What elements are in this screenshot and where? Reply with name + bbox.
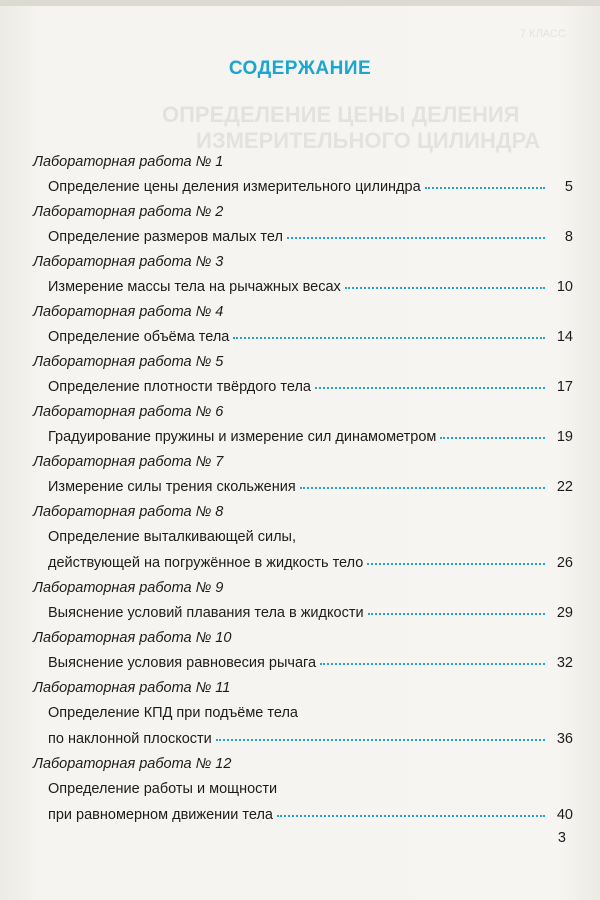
toc-item bbox=[33, 300, 573, 350]
table-of-contents bbox=[33, 150, 573, 828]
page-title: СОДЕРЖАНИЕ bbox=[228, 58, 372, 79]
show-through-corner: 7 КЛАСС bbox=[520, 28, 566, 40]
dot-leader bbox=[216, 739, 545, 741]
entry-title: Измерение массы тела на рычажных весах bbox=[48, 279, 341, 295]
entry-title: Определение размеров малых тел bbox=[48, 229, 283, 245]
entry-page-number: 22 bbox=[556, 479, 573, 495]
dot-leader bbox=[367, 563, 545, 565]
toc-item bbox=[33, 250, 573, 300]
toc-item bbox=[33, 150, 573, 200]
lab-heading: Лабораторная работа № 12 bbox=[33, 756, 232, 772]
toc-entry bbox=[33, 424, 573, 450]
dot-leader bbox=[277, 815, 545, 817]
show-through-title-1: ОПРЕДЕЛЕНИЕ ЦЕНЫ ДЕЛЕНИЯ bbox=[162, 102, 520, 127]
show-through-title-2: ИЗМЕРИТЕЛЬНОГО ЦИЛИНДРА bbox=[196, 128, 541, 153]
lab-heading: Лабораторная работа № 7 bbox=[33, 454, 224, 470]
toc-entry bbox=[33, 474, 573, 500]
entry-page-number: 29 bbox=[556, 605, 573, 621]
toc-entry bbox=[33, 324, 573, 350]
entry-page-number: 40 bbox=[556, 807, 573, 823]
lab-heading: Лабораторная работа № 1 bbox=[33, 154, 224, 170]
entry-title: Определение объёма тела bbox=[48, 329, 230, 345]
dot-leader bbox=[315, 387, 545, 389]
entry-page-number: 36 bbox=[556, 731, 573, 747]
dot-leader bbox=[440, 437, 545, 439]
lab-heading: Лабораторная работа № 10 bbox=[33, 630, 232, 646]
page-number: 3 bbox=[557, 830, 566, 846]
toc-item bbox=[33, 450, 573, 500]
entry-page-number: 32 bbox=[556, 655, 573, 671]
toc-item bbox=[33, 500, 573, 576]
lab-heading: Лабораторная работа № 9 bbox=[33, 580, 224, 596]
toc-entry bbox=[33, 726, 573, 752]
entry-page-number: 19 bbox=[556, 429, 573, 445]
entry-page-number: 17 bbox=[556, 379, 573, 395]
entry-title: Определение плотности твёрдого тела bbox=[48, 379, 311, 395]
dot-leader bbox=[233, 337, 545, 339]
entry-page-number: 10 bbox=[556, 279, 573, 295]
toc-entry bbox=[33, 802, 573, 828]
entry-title-line: Определение работы и мощности bbox=[48, 781, 278, 797]
lab-heading: Лабораторная работа № 4 bbox=[33, 304, 224, 320]
entry-title: действующей на погружённое в жидкость тело bbox=[48, 555, 364, 571]
entry-title: Градуирование пружины и измерение сил динамометром bbox=[48, 429, 437, 445]
toc-item bbox=[33, 752, 573, 828]
lab-heading: Лабораторная работа № 6 bbox=[33, 404, 224, 420]
toc-entry bbox=[33, 374, 573, 400]
toc-entry bbox=[33, 550, 573, 576]
entry-title: Определение цены деления измерительного цилиндра bbox=[48, 179, 421, 195]
lab-heading: Лабораторная работа № 2 bbox=[33, 204, 224, 220]
toc-item bbox=[33, 676, 573, 752]
entry-page-number: 8 bbox=[564, 229, 573, 245]
toc-entry bbox=[33, 174, 573, 200]
entry-title-line: Определение КПД при подъёме тела bbox=[48, 705, 298, 721]
dot-leader bbox=[368, 613, 545, 615]
page-edge bbox=[0, 0, 600, 6]
entry-title: Выяснение условий плавания тела в жидкости bbox=[48, 605, 364, 621]
entry-page-number: 14 bbox=[556, 329, 573, 345]
lab-heading: Лабораторная работа № 5 bbox=[33, 354, 224, 370]
dot-leader bbox=[320, 663, 545, 665]
entry-title: по наклонной плоскости bbox=[48, 731, 212, 747]
toc-item bbox=[33, 200, 573, 250]
dot-leader bbox=[425, 187, 545, 189]
toc-item bbox=[33, 626, 573, 676]
entry-title: Измерение силы трения скольжения bbox=[48, 479, 296, 495]
dot-leader bbox=[345, 287, 545, 289]
entry-title: при равномерном движении тела bbox=[48, 807, 273, 823]
toc-item bbox=[33, 576, 573, 626]
dot-leader bbox=[300, 487, 545, 489]
toc-entry bbox=[33, 274, 573, 300]
entry-page-number: 5 bbox=[564, 179, 573, 195]
toc-entry bbox=[33, 650, 573, 676]
lab-heading: Лабораторная работа № 3 bbox=[33, 254, 224, 270]
lab-heading: Лабораторная работа № 8 bbox=[33, 504, 224, 520]
entry-title-line: Определение выталкивающей силы, bbox=[48, 529, 296, 545]
lab-heading: Лабораторная работа № 11 bbox=[33, 680, 231, 696]
entry-page-number: 26 bbox=[556, 555, 573, 571]
dot-leader bbox=[287, 237, 545, 239]
toc-item bbox=[33, 400, 573, 450]
entry-title: Выяснение условия равновесия рычага bbox=[48, 655, 317, 671]
toc-item bbox=[33, 350, 573, 400]
toc-entry bbox=[33, 224, 573, 250]
toc-entry bbox=[33, 600, 573, 626]
